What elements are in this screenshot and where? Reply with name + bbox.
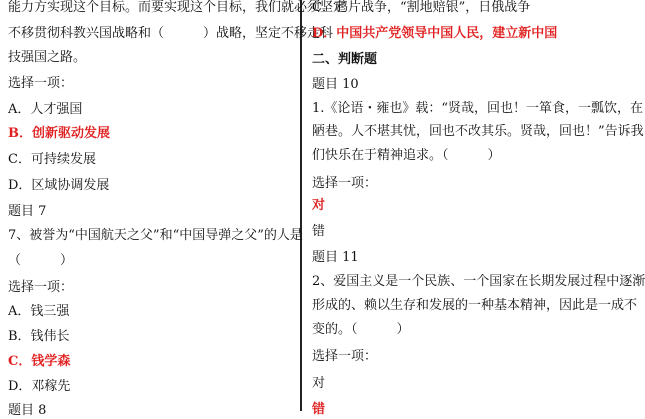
question-text-line: 7、被誉为“中国航天之父”和“中国导弹之父”的人是	[8, 228, 303, 243]
option-d: D．区域协调发展	[8, 178, 110, 193]
question-text-line: 能力方实现这个目标。而要实现这个目标，我们就必须坚定	[8, 0, 347, 15]
option-a: A．人才强国	[8, 102, 83, 117]
question-text-line: 2、爱国主义是一个民族、一个国家在长期发展过程中逐渐	[312, 274, 645, 289]
choose-one-prompt: 选择一项：	[8, 76, 74, 91]
question-text-line: 变的。（ ）	[312, 322, 410, 337]
choose-one-prompt: 选择一项：	[8, 280, 74, 295]
option-true-correct: 对	[312, 198, 326, 213]
question-number: 题目 7	[8, 204, 47, 219]
question-text-line: 1.《论语・雍也》载：“贤哉，回也！一箪食，一瓢饮，在	[312, 101, 644, 116]
question-text-line: 技强国之路。	[8, 50, 87, 65]
question-number: 题目 8	[8, 403, 47, 418]
option-b: B．钱伟长	[8, 329, 70, 344]
choose-one-prompt: 选择一项：	[312, 176, 378, 191]
option-c: C．可持续发展	[8, 152, 96, 167]
option-c: C．鸦片战争，“割地赔银”，日俄战争	[312, 0, 531, 15]
option-b-correct: B．创新驱动发展	[8, 126, 110, 141]
option-a: A．钱三强	[8, 304, 70, 319]
option-false: 错	[312, 224, 326, 239]
question-number: 题目 10	[312, 77, 359, 92]
option-c-correct: C．钱学森	[8, 354, 71, 369]
option-d-correct: D．中国共产党领导中国人民，建立新中国	[312, 26, 558, 41]
question-text-line: 们快乐在于精神追求。（ ）	[312, 148, 501, 163]
question-number: 题目 11	[312, 250, 359, 265]
choose-one-prompt: 选择一项：	[312, 349, 378, 364]
option-true: 对	[312, 376, 326, 391]
question-text-line: （ ）	[8, 253, 74, 268]
question-text-line: 陋巷。人不堪其忧，回也不改其乐。贤哉，回也！”告诉我	[312, 124, 644, 139]
option-d: D．邓稼先	[8, 379, 71, 394]
question-text-line: 形成的、赖以生存和发展的一种基本精神，因此是一成不	[312, 298, 638, 313]
section-heading: 二、判断题	[312, 52, 378, 67]
option-false-correct: 错	[312, 402, 326, 417]
question-text-line: 不移贯彻科教兴国战略和（ ）战略，坚定不移走科	[8, 26, 334, 41]
right-column	[312, 0, 645, 417]
